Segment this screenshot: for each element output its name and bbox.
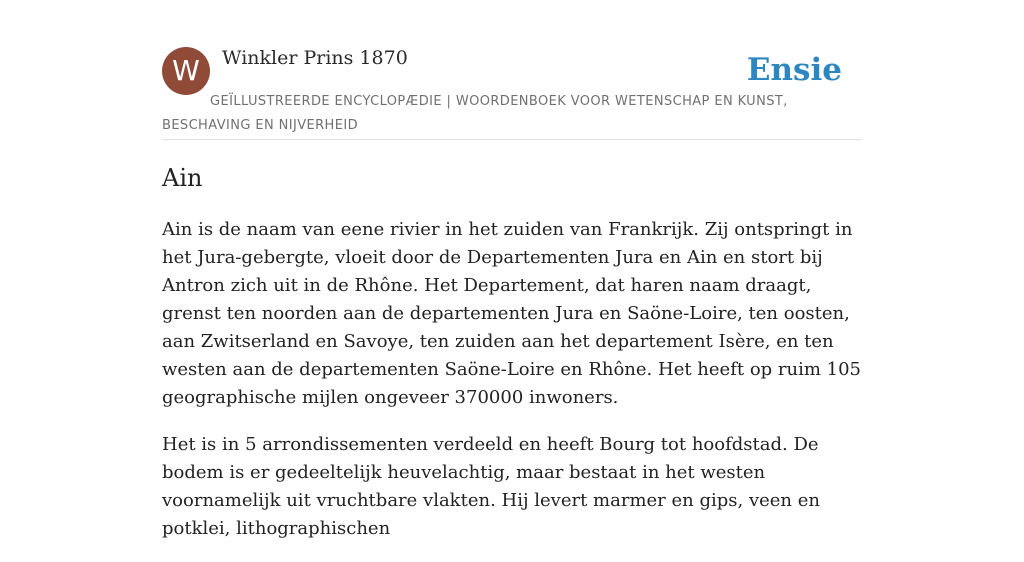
article-paragraph: Het is in 5 arrondissementen verdeeld en heeft Bourg tot hoofdstad. De bodem is er gedeeltelijk heuvelachtig, maar bestaat in het westen voornamelijk uit vruchtbare vlakten. Hij levert marmer en gips, veen en potklei, lithographischen bbox=[162, 434, 820, 539]
article-paragraph: Ain is de naam van eene rivier in het zuiden van Frankrijk. Zij ontspringt in het Jura-gebergte, vloeit door de Departementen Jura en Ain en stort bij Antron zich uit in de Rhône. Het Departement, dat haren naam draagt, grenst ten noorden aan de departementen Jura en Saöne-Loire, ten oosten, aan Zwitserland en Savoye, ten zuiden aan het departement Isère, en ten westen aan de departementen Saöne-Loire en Rhône. Het heeft op ruim 105 geographische mijlen ongeveer 370000 inwoners. bbox=[162, 219, 861, 408]
source-title[interactable]: Winkler Prins 1870 bbox=[222, 47, 408, 69]
article-title: Ain bbox=[162, 164, 203, 192]
article-body bbox=[162, 216, 862, 562]
header-divider bbox=[162, 139, 862, 140]
ensie-logo[interactable]: Ensie bbox=[746, 52, 842, 88]
source-subtitle: GEÏLLUSTREERDE ENCYCLOPÆDIE | WOORDENBOEK VOOR WETENSCHAP EN KUNST, BESCHAVING EN NIJVERHEID bbox=[162, 94, 788, 133]
source-avatar[interactable]: W bbox=[162, 47, 210, 95]
